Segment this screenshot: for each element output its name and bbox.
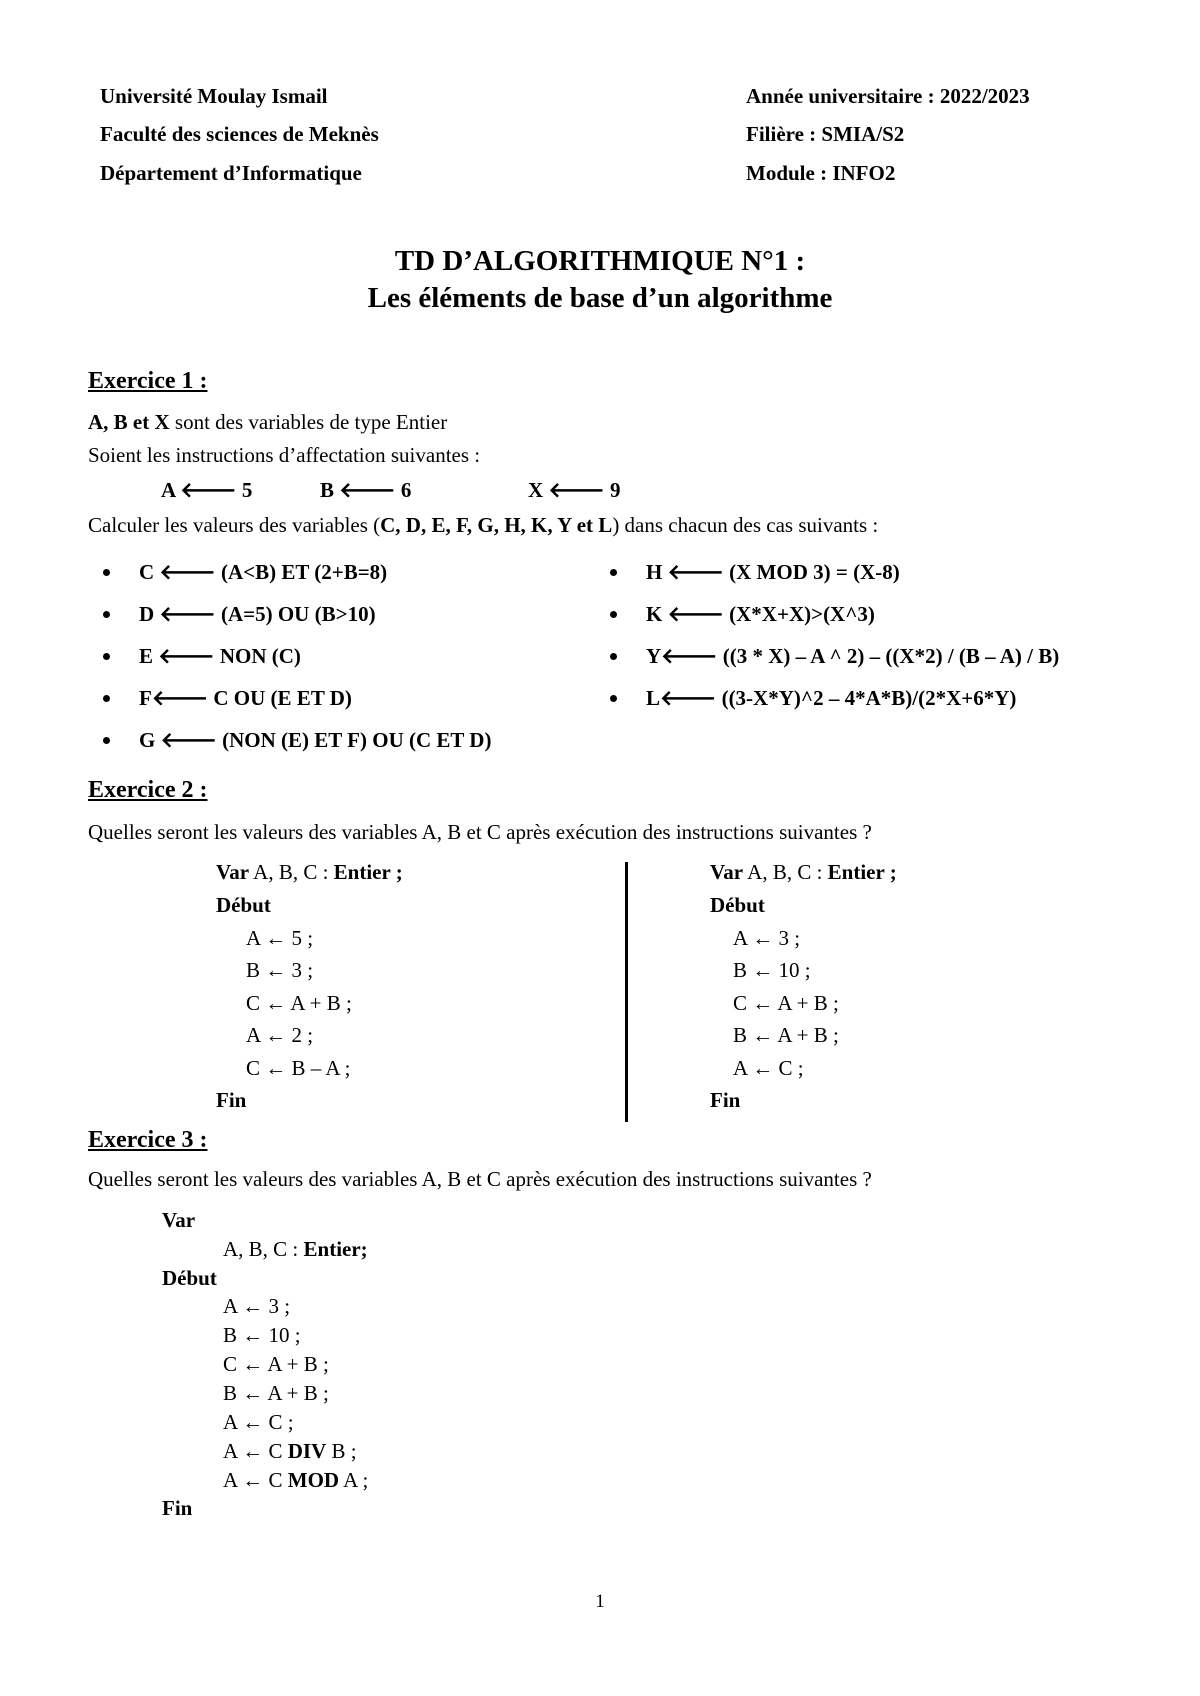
ex3-instruction xyxy=(223,1323,301,1348)
bullet-icon xyxy=(610,611,617,618)
question-prefix: Calculer les valeurs des variables ( xyxy=(88,513,381,537)
ex3-instruction xyxy=(223,1381,329,1406)
bullet-icon xyxy=(103,653,110,660)
ex2-left-instruction: B ← 3 ; xyxy=(246,958,314,982)
var-declaration: A, B, C : xyxy=(249,860,334,884)
ex3-fin: Fin xyxy=(162,1496,193,1520)
var-declaration: A, B, C : xyxy=(743,860,828,884)
type-keyword: Entier ; xyxy=(827,860,897,884)
ex2-right-fin: Fin xyxy=(710,1088,741,1112)
module: Module : INFO2 xyxy=(746,161,896,185)
department-name: Département d’Informatique xyxy=(100,161,362,185)
exercise-3-title: Exercice 3 : xyxy=(88,1127,208,1153)
faculty-name: Faculté des sciences de Meknès xyxy=(100,122,379,146)
ex2-right-instruction: A ← C ; xyxy=(733,1056,804,1080)
instr-text: A ← 3 ; xyxy=(223,1294,291,1318)
question-variables: C, D, E, F, G, H, K, Y et L xyxy=(380,513,613,537)
instr-text: A ← C xyxy=(223,1468,288,1492)
ex2-left-instruction: C ← A + B ; xyxy=(246,991,352,1015)
expression-y: Y🡐 ((3 * X) – A ^ 2) – ((X*2) / (B – A) / B) xyxy=(646,644,1060,668)
exercise-2-question: Quelles seront les valeurs des variables A, B et C après exécution des instructions suivantes ? xyxy=(88,820,872,844)
ex2-left-fin: Fin xyxy=(216,1088,247,1112)
list-item xyxy=(610,644,1059,669)
ex2-left-instruction: A ← 5 ; xyxy=(246,926,314,950)
ex2-right-instruction: C ← A + B ; xyxy=(733,991,839,1015)
type-keyword: Entier ; xyxy=(333,860,403,884)
instr-text: A ← C ; xyxy=(223,1410,294,1434)
list-item xyxy=(610,602,875,627)
list-item xyxy=(103,560,387,585)
var-keyword: Var xyxy=(710,860,744,884)
expression-k: K 🡐 (X*X+X)>(X^3) xyxy=(646,602,875,626)
ex2-left-instruction: C ← B – A ; xyxy=(246,1056,351,1080)
bullet-icon xyxy=(103,569,110,576)
list-item xyxy=(610,560,900,585)
var-declaration: A, B, C : xyxy=(223,1237,304,1261)
list-item xyxy=(103,602,376,627)
instr-text: B ; xyxy=(326,1439,357,1463)
expression-c: C 🡐 (A<B) ET (2+B=8) xyxy=(139,560,388,584)
assignment-b: B 🡐 6 xyxy=(320,478,412,502)
type-keyword: Entier; xyxy=(303,1237,368,1261)
page-number: 1 xyxy=(595,1591,605,1612)
ex2-right-instruction: B ← 10 ; xyxy=(733,958,811,982)
instr-text: A ; xyxy=(339,1468,369,1492)
expression-l: L🡐 ((3-X*Y)^2 – 4*A*B)/(2*X+6*Y) xyxy=(646,686,1017,710)
exercise-1-statement: Soient les instructions d’affectation suivantes : xyxy=(88,443,481,467)
bullet-icon xyxy=(103,695,110,702)
ex3-instruction xyxy=(223,1410,294,1435)
document-subtitle: Les éléments de base d’un algorithme xyxy=(367,282,833,314)
list-item xyxy=(103,644,301,669)
bullet-icon xyxy=(610,695,617,702)
bullet-icon xyxy=(103,737,110,744)
ex3-instruction xyxy=(223,1294,290,1319)
mod-keyword: MOD xyxy=(287,1468,340,1492)
list-item xyxy=(610,686,1016,711)
filiere: Filière : SMIA/S2 xyxy=(746,122,905,146)
academic-year: Année universitaire : 2022/2023 xyxy=(746,84,1030,108)
ex2-right-debut: Début xyxy=(710,893,765,917)
ex3-instruction xyxy=(223,1439,357,1464)
question-suffix: ) dans chacun des cas suivants : xyxy=(612,513,879,537)
ex2-left-instruction: A ← 2 ; xyxy=(246,1023,314,1047)
expression-h: H 🡐 (X MOD 3) = (X-8) xyxy=(646,560,900,584)
exercise-2-title: Exercice 2 : xyxy=(88,777,208,803)
div-keyword: DIV xyxy=(287,1439,327,1463)
list-item xyxy=(103,686,352,711)
instr-text: B ← 10 ; xyxy=(223,1323,301,1347)
university-name: Université Moulay Ismail xyxy=(100,84,328,108)
document-title: TD D’ALGORITHMIQUE N°1 : xyxy=(394,245,806,277)
intro-rest: sont des variables de type Entier xyxy=(169,410,448,434)
ex3-var-keyword: Var xyxy=(162,1208,196,1232)
column-divider xyxy=(625,862,628,1122)
expression-e: E 🡐 NON (C) xyxy=(139,644,301,668)
bullet-icon xyxy=(610,569,617,576)
instr-text: B ← A + B ; xyxy=(223,1381,329,1405)
instr-text: A ← C xyxy=(223,1439,288,1463)
assignment-x: X 🡐 9 xyxy=(528,478,621,502)
exercise-1-title: Exercice 1 : xyxy=(88,368,208,394)
var-keyword: Var xyxy=(216,860,250,884)
exercise-1-intro xyxy=(88,410,447,435)
ex2-right-var-line xyxy=(710,860,897,885)
ex2-left-var-line xyxy=(216,860,403,885)
expression-f: F🡐 C OU (E ET D) xyxy=(139,686,352,710)
expression-d: D 🡐 (A=5) OU (B>10) xyxy=(139,602,376,626)
ex2-left-debut: Début xyxy=(216,893,271,917)
bullet-icon xyxy=(610,653,617,660)
exercise-1-question xyxy=(88,513,878,538)
ex2-right-instruction: A ← 3 ; xyxy=(733,926,801,950)
ex3-instruction xyxy=(223,1468,368,1493)
ex2-right-instruction: B ← A + B ; xyxy=(733,1023,839,1047)
intro-variables: A, B et X xyxy=(88,410,170,434)
list-item xyxy=(103,728,491,753)
exercise-3-question: Quelles seront les valeurs des variables A, B et C après exécution des instructions suivantes ? xyxy=(88,1167,872,1191)
assignment-a: A 🡐 5 xyxy=(161,478,253,502)
ex3-declaration xyxy=(223,1237,368,1262)
ex3-instruction xyxy=(223,1352,329,1377)
instr-text: C ← A + B ; xyxy=(223,1352,329,1376)
bullet-icon xyxy=(103,611,110,618)
expression-g: G 🡐 (NON (E) ET F) OU (C ET D) xyxy=(139,728,492,752)
ex3-debut: Début xyxy=(162,1266,217,1290)
